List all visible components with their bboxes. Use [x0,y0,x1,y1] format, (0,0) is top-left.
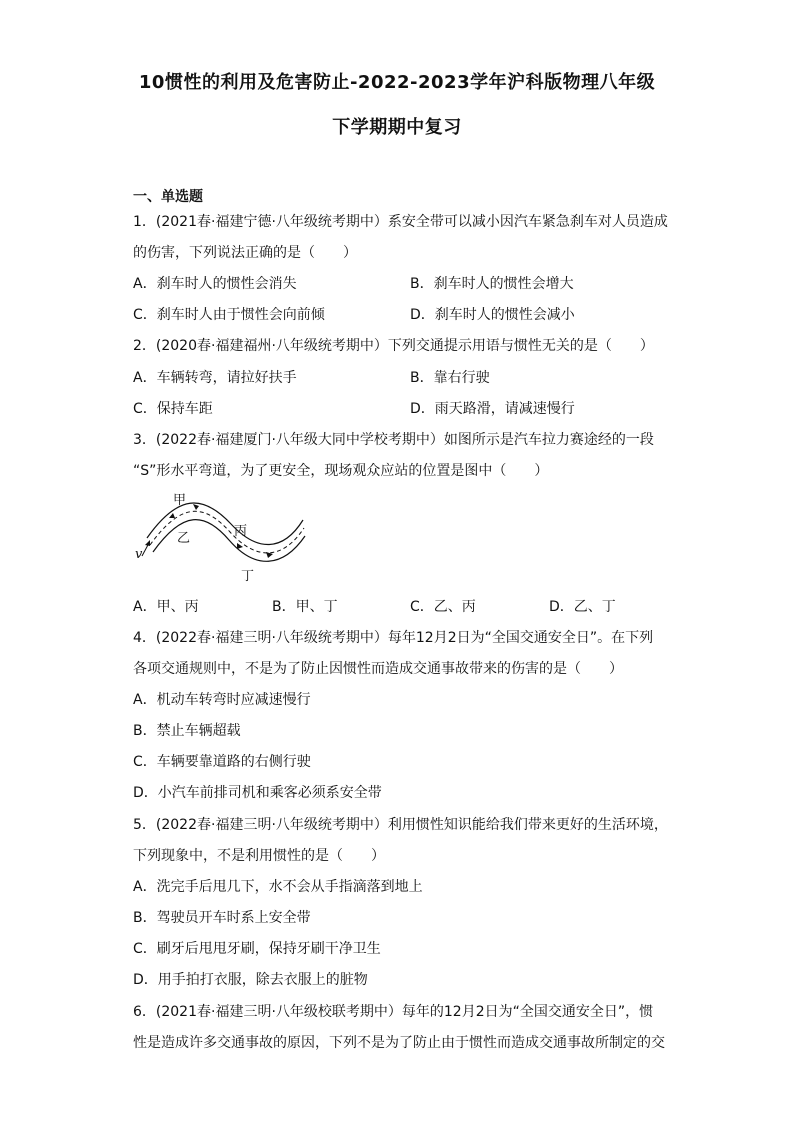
question-4-option-d: D．小汽车前排司机和乘客必须系安全带 [133,785,382,801]
label-ding: 丁 [241,569,255,584]
question-4-option-c: C．车辆要靠道路的右侧行驶 [133,754,311,770]
question-5-option-b: B．驾驶员开车时系上安全带 [133,910,311,926]
label-jia: 甲 [173,493,187,508]
question-3-option-c: C．乙、丙 [410,599,476,615]
question-6-stem-line1: 6．(2021春·福建三明·八年级校联考期中）每年的12月2日为“全国交通安全日”，惯 [133,1004,654,1020]
question-4-stem-line1: 4．(2022春·福建三明·八年级统考期中）每年12月2日为“全国交通安全日”。在下列 [133,630,654,646]
question-5-stem-line2: 下列现象中，不是利用惯性的是（ ） [133,848,385,864]
document-title-line2: 下学期期中复习 [332,117,462,138]
question-5-option-a: A．洗完手后甩几下，水不会从手指滴落到地上 [133,879,423,895]
question-3-stem-line2: “S”形水平弯道，为了更安全，现场观众应站的位置是图中（ ） [133,463,549,479]
question-4-stem-line2: 各项交通规则中，不是为了防止因惯性而造成交通事故带来的伤害的是（ ） [133,661,623,677]
s-curve-road-figure [133,490,313,585]
section-heading: 一、单选题 [133,189,203,205]
question-1-option-a: A．刹车时人的惯性会消失 [133,276,297,292]
question-1-stem-line1: 1．(2021春·福建宁德·八年级统考期中）系安全带可以减小因汽车紧急刹车对人员造成 [133,214,668,230]
question-2-option-b: B．靠右行驶 [410,370,490,386]
label-bing: 丙 [234,524,248,539]
question-1-option-d: D．刹车时人的惯性会减小 [410,307,575,323]
question-2-option-a: A．车辆转弯，请拉好扶手 [133,370,297,386]
question-2-option-d: D．雨天路滑，请减速慢行 [410,401,575,417]
label-yi: 乙 [177,531,191,546]
question-1-option-b: B．刹车时人的惯性会增大 [410,276,574,292]
question-2-stem-line1: 2．(2020春·福建福州·八年级统考期中）下列交通提示用语与惯性无关的是（ ） [133,338,654,354]
label-velocity: v [135,547,143,562]
question-1-option-c: C．刹车时人由于惯性会向前倾 [133,307,325,323]
question-3-option-d: D．乙、丁 [549,599,616,615]
question-5-option-c: C．刷牙后甩甩牙刷，保持牙刷干净卫生 [133,941,381,957]
question-6-stem-line2: 性是造成许多交通事故的原因，下列不是为了防止由于惯性而造成交通事故所制定的交 [133,1035,665,1051]
question-2-option-c: C．保持车距 [133,401,213,417]
question-4-option-b: B．禁止车辆超载 [133,723,241,739]
question-5-option-d: D．用手拍打衣服，除去衣服上的脏物 [133,972,368,988]
question-3-option-b: B．甲、丁 [272,599,338,615]
question-3-stem-line1: 3．(2022春·福建厦门·八年级大同中学校考期中）如图所示是汽车拉力赛途经的一段 [133,432,654,448]
question-4-option-a: A．机动车转弯时应减速慢行 [133,692,311,708]
question-3-option-a: A．甲、丙 [133,599,199,615]
question-5-stem-line1: 5．(2022春·福建三明·八年级统考期中）利用惯性知识能给我们带来更好的生活环境， [133,817,668,833]
question-1-stem-line2: 的伤害，下列说法正确的是（ ） [133,245,357,261]
document-title-line1: 10惯性的利用及危害防止-2022-2023学年沪科版物理八年级 [138,72,656,93]
